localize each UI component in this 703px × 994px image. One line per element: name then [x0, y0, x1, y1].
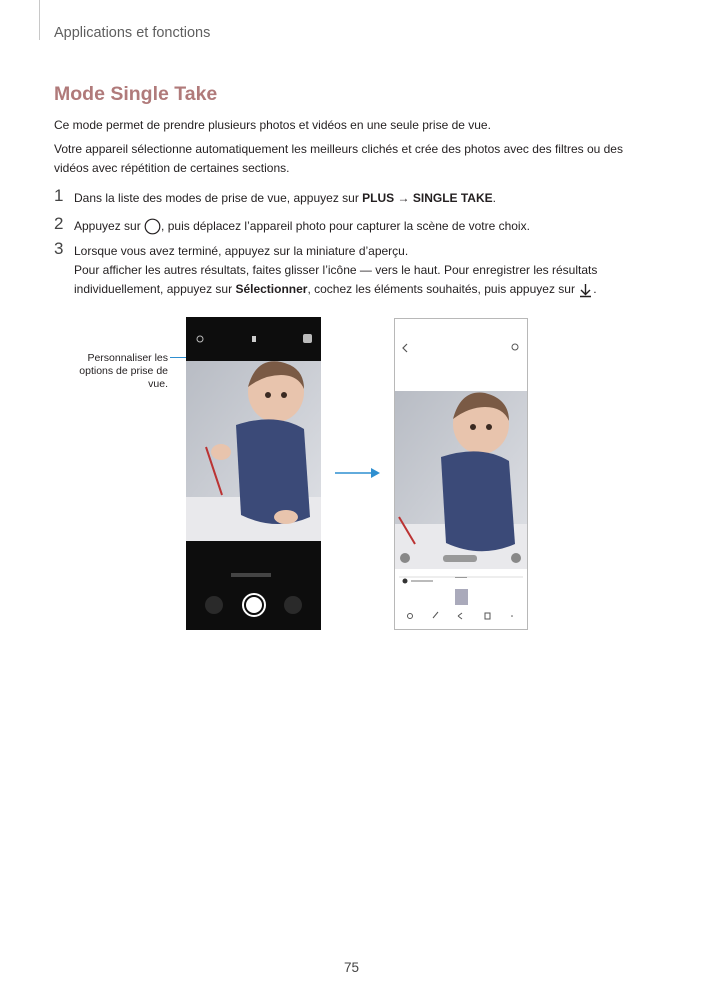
section-header: Applications et fonctions [54, 25, 211, 41]
step-number: 3 [54, 239, 64, 258]
page-margin-rule [39, 0, 40, 40]
result-screenshot [394, 318, 528, 630]
step-detail [74, 261, 654, 299]
step-text-end: , puis déplacez l’appareil photo pour capturer la scène de votre choix. [161, 219, 530, 233]
step-arrow: → [394, 191, 413, 205]
step-2 [54, 214, 654, 236]
step-text: Dans la liste des modes de prise de vue, appuyez sur [74, 191, 363, 205]
step-bold-single-take: SINGLE TAKE [412, 191, 493, 205]
step-detail-end: . [593, 282, 597, 296]
step-number: 1 [54, 186, 64, 205]
shutter-circle-icon [144, 218, 161, 235]
result-screen-image [395, 319, 527, 629]
gallery-icon [303, 334, 312, 343]
step-bold-plus: PLUS [362, 191, 395, 205]
step-detail-text: Pour afficher les autres résultats, faites glisser l’icône — vers le haut. Pour enregistrer les résultats individuellement, appuyez sur [74, 263, 598, 296]
step-text: Appuyez sur [74, 219, 145, 233]
step-3 [54, 239, 654, 299]
page-number: 75 [343, 960, 360, 975]
step-line: Lorsque vous avez terminé, appuyez sur la miniature d’aperçu. [74, 244, 409, 258]
camera-screenshot [186, 317, 321, 630]
more-icon [511, 615, 513, 617]
step-text-end: . [492, 191, 496, 205]
right-arrow-icon [335, 466, 381, 480]
step-1 [54, 186, 654, 208]
step-number: 2 [54, 214, 64, 233]
intro-paragraph-1: Ce mode permet de prendre plusieurs photos et vidéos en une seule prise de vue. [54, 118, 491, 132]
intro-paragraph-2: Votre appareil sélectionne automatiquement les meilleurs clichés et crée des photos avec des filtres ou des vidéos avec répétition de certaines sections. [54, 142, 623, 175]
callout-label: Personnaliser les options de prise de vue. [79, 352, 168, 390]
step-bold-selectionner: Sélectionner [235, 282, 308, 296]
page-title: Mode Single Take [54, 83, 218, 105]
step-detail-text-2: , cochez les éléments souhaités, puis appuyez sur [307, 282, 579, 296]
camera-screen-image [186, 317, 321, 630]
shooting-options-icon [252, 336, 256, 342]
download-icon [578, 282, 593, 298]
